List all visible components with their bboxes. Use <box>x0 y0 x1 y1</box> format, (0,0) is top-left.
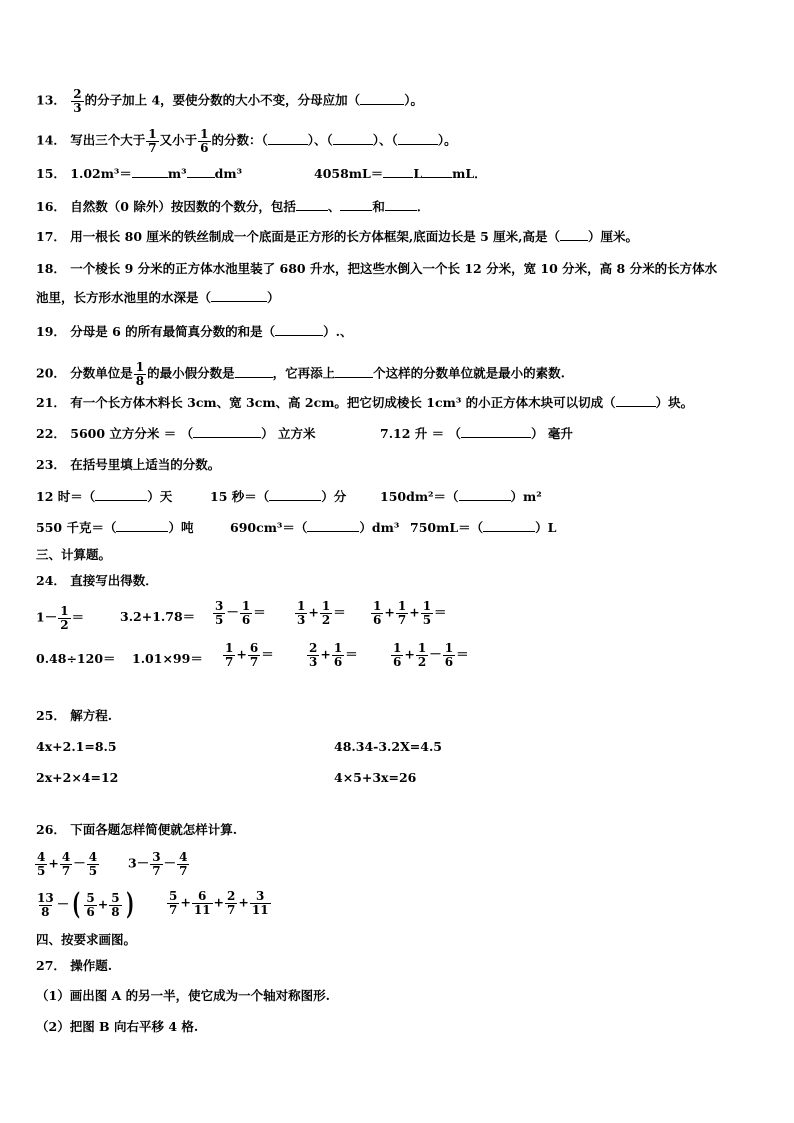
question-24: 24． 直接写出得数． <box>36 573 158 588</box>
answer-blank[interactable] <box>483 531 535 532</box>
question-22-part2: 7.12 升 ＝ （ ） 毫升 <box>380 426 573 441</box>
equation: 4x+2.1=8.5 <box>36 739 117 754</box>
question-27-sub1: （1）画出图 A 的另一半，使它成为一个轴对称图形. <box>36 988 330 1003</box>
question-16: 16． 自然数（0 除外）按因数的个数分，包括 、 和 ． <box>36 199 430 214</box>
fraction: $\frac{1}{7}$ <box>148 127 157 155</box>
answer-blank[interactable] <box>398 144 438 145</box>
expression: 0.48÷120＝ <box>36 651 116 666</box>
question-26: 26． 下面各题怎样简便就怎样计算. <box>36 822 238 837</box>
expression: $\frac{1}{7}$ + $\frac{6}{7}$ ＝ <box>225 641 274 669</box>
answer-blank[interactable] <box>187 177 215 178</box>
question-13: 13． $\frac{2}{3}$ 的分子加上 4，要使分数的大小不变，分母应加（ ）。 <box>36 87 423 115</box>
expression: 3.2+1.78＝ <box>120 609 196 624</box>
expression: $\frac{3}{5}$ － $\frac{1}{6}$ ＝ <box>215 599 266 627</box>
answer-blank[interactable] <box>616 406 656 407</box>
answer-blank[interactable] <box>333 144 373 145</box>
expression: $\frac{4}{5}$ + $\frac{4}{7}$ － $\frac{4}{5}$ <box>37 850 98 878</box>
answer-blank[interactable] <box>296 210 328 211</box>
answer-blank[interactable] <box>193 437 261 438</box>
equation: 4×5+3x=26 <box>334 770 417 785</box>
question-14: 14． 写出三个大于 $\frac{1}{7}$ 又小于 $\frac{1}{6}$ 的分数：（ ）、（ ）、（ ）。 <box>36 127 457 155</box>
answer-blank[interactable] <box>268 144 308 145</box>
question-18: 18． 一个棱长 9 分米的正方体水池里装了 680 升水，把这些水倒入一个长 12 分米，宽 10 分米，高 8 分米的长方体水 <box>36 261 718 276</box>
question-19: 19． 分母是 6 的所有最简真分数的和是（ ）.、 <box>36 324 353 339</box>
question-23-row2c: 750mL＝（ ）L <box>410 520 557 535</box>
answer-blank[interactable] <box>235 377 273 378</box>
question-23-row1c: 150dm²＝（ ）m² <box>380 489 542 504</box>
question-25: 25． 解方程. <box>36 708 113 723</box>
answer-blank[interactable] <box>211 301 267 302</box>
answer-blank[interactable] <box>307 531 359 532</box>
answer-blank[interactable] <box>422 177 452 178</box>
question-23-row2b: 690cm³＝（ ）dm³ <box>230 520 400 535</box>
question-17: 17． 用一根长 80 厘米的铁丝制成一个底面是正方形的长方体框架,底面边长是 5 厘米,高是（ ）厘米。 <box>36 229 638 244</box>
answer-blank[interactable] <box>340 210 372 211</box>
equation: 48.34-3.2X=4.5 <box>334 739 442 754</box>
question-27-sub2: （2）把图 B 向右平移 4 格. <box>36 1019 199 1034</box>
fraction: $\frac{1}{6}$ <box>200 127 209 155</box>
section-heading: 四、按要求画图。 <box>36 932 137 947</box>
question-22: 22． 5600 立方分米 ＝ （ ） 立方米 <box>36 426 316 441</box>
question-23: 23． 在括号里填上适当的分数。 <box>36 457 221 472</box>
answer-blank[interactable] <box>560 240 588 241</box>
answer-blank[interactable] <box>383 177 413 178</box>
expression: 3－ $\frac{3}{7}$ － $\frac{4}{7}$ <box>128 850 188 878</box>
answer-blank[interactable] <box>275 335 323 336</box>
question-23-row1b: 15 秒＝（ ）分 <box>210 489 347 504</box>
expression: $\frac{1}{3}$ + $\frac{1}{2}$ ＝ <box>297 599 346 627</box>
answer-blank[interactable] <box>360 104 404 105</box>
answer-blank[interactable] <box>459 500 511 501</box>
expression: 1.01×99＝ <box>132 651 203 666</box>
fraction: $\frac{1}{8}$ <box>135 360 145 388</box>
question-18-line2: 池里，长方形水池里的水深是（ ） <box>36 290 280 305</box>
question-23-row1a: 12 时＝（ ）天 <box>36 489 173 504</box>
answer-blank[interactable] <box>116 531 168 532</box>
expression: $\frac{1}{6}$ + $\frac{1}{7}$ + $\frac{1}{5}$ ＝ <box>373 599 447 627</box>
section-heading: 三、计算题。 <box>36 547 112 562</box>
answer-blank[interactable] <box>461 437 531 438</box>
equation: 2x+2×4=12 <box>36 770 119 785</box>
expression: $\frac{5}{7}$ + $\frac{6}{11}$ + $\frac{2}{7}$ + $\frac{3}{11}$ <box>169 889 269 917</box>
expression: $\frac{1}{6}$ + $\frac{1}{2}$ － $\frac{1}{6}$ ＝ <box>393 641 469 669</box>
fraction: $\frac{2}{3}$ <box>73 87 82 115</box>
question-21: 21． 有一个长方体木料长 3cm、宽 3cm、高 2cm。把它切成棱长 1cm³ 的小正方体木块可以切成（ ）块。 <box>36 395 694 410</box>
expression: $\frac{2}{3}$ + $\frac{1}{6}$ ＝ <box>309 641 358 669</box>
question-15: 15． 1.02m³＝ m³ dm³ <box>36 166 243 181</box>
question-15-part2: 4058mL＝ L mL． <box>314 166 487 181</box>
answer-blank[interactable] <box>269 500 321 501</box>
answer-blank[interactable] <box>95 500 147 501</box>
expression: $\frac{13}{8}$ － ( $\frac{5}{6}$ + $\frac{5}{8}$ ) <box>37 887 134 922</box>
question-20: 20． 分数单位是 $\frac{1}{8}$ 的最小假分数是 ，它再添上 个这样的分数单位就是最小的素数. <box>36 360 566 388</box>
answer-blank[interactable] <box>335 377 373 378</box>
question-23-row2a: 550 千克＝（ ）吨 <box>36 520 194 535</box>
expression: 1－ $\frac{1}{2}$ ＝ <box>36 604 85 632</box>
question-27: 27． 操作题. <box>36 958 113 973</box>
answer-blank[interactable] <box>385 210 417 211</box>
answer-blank[interactable] <box>132 177 168 178</box>
